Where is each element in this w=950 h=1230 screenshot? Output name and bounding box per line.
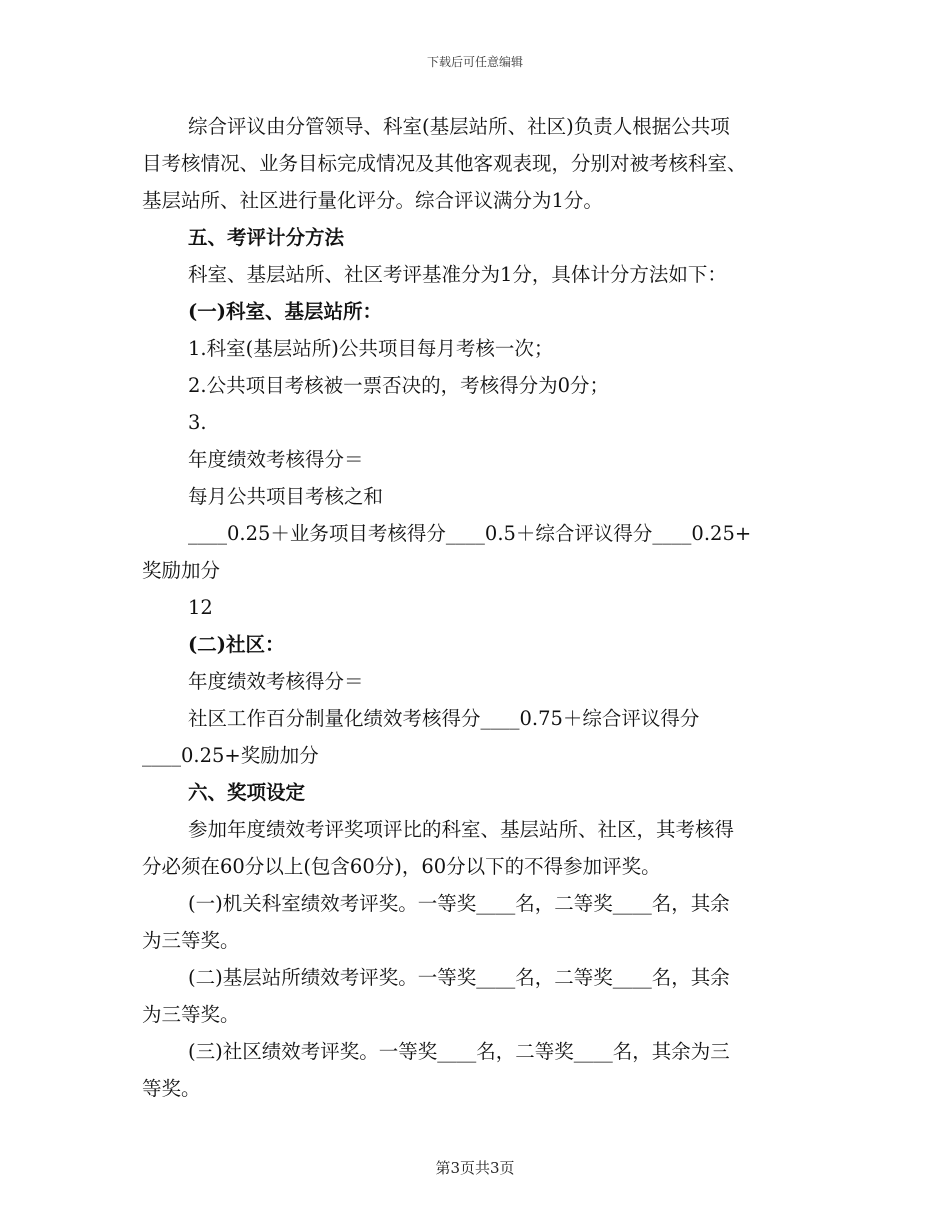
paragraph-line: 为三等奖。 [142, 929, 240, 952]
paragraph-line: 基层站所、社区进行量化评分。综合评议满分为1分。 [142, 189, 603, 212]
paragraph-line: 12 [188, 596, 213, 619]
page-header: 下载后可任意编辑 [426, 55, 523, 69]
paragraph-line: (三)社区绩效考评奖。一等奖____名，二等奖____名，其余为三 [188, 1040, 730, 1063]
paragraph-line: ____0.25＋业务项目考核得分____0.5＋综合评议得分____0.25+ [188, 522, 752, 545]
paragraph-line: 3. [188, 411, 207, 434]
paragraph-line: 2.公共项目考核被一票否决的，考核得分为0分； [188, 374, 610, 397]
section-heading: (一)科室、基层站所： [188, 300, 382, 323]
paragraph-line: 参加年度绩效考评奖项评比的科室、基层站所、社区，其考核得 [188, 818, 735, 841]
document-body [142, 108, 812, 1107]
paragraph-line: 年度绩效考核得分＝ [188, 670, 364, 693]
paragraph-line: 年度绩效考核得分＝ [188, 448, 364, 471]
paragraph-line: (二)基层站所绩效考评奖。一等奖____名，二等奖____名，其余 [188, 966, 730, 989]
section-heading: (二)社区： [188, 633, 285, 656]
paragraph-line: 1.科室(基层站所)公共项目每月考核一次； [188, 337, 554, 360]
paragraph-line: 社区工作百分制量化绩效考核得分____0.75＋综合评议得分 [188, 707, 700, 730]
paragraph-line: 为三等奖。 [142, 1003, 240, 1026]
paragraph-line: 分必须在60分以上(包含60分)，60分以下的不得参加评奖。 [142, 855, 661, 878]
page-footer: 第3页共3页 [435, 1159, 515, 1177]
paragraph-line: 科室、基层站所、社区考评基准分为1分，具体计分方法如下： [188, 263, 727, 286]
paragraph-line: (一)机关科室绩效考评奖。一等奖____名，二等奖____名，其余 [188, 892, 730, 915]
section-heading: 六、奖项设定 [188, 781, 306, 804]
paragraph-line: 目考核情况、业务目标完成情况及其他客观表现，分别对被考核科室、 [142, 152, 747, 175]
section-heading: 五、考评计分方法 [188, 226, 345, 249]
paragraph-line: 每月公共项目考核之和 [188, 485, 384, 508]
paragraph-line: ____0.25+奖励加分 [142, 744, 319, 767]
paragraph-line: 奖励加分 [142, 559, 221, 582]
paragraph-line: 综合评议由分管领导、科室(基层站所、社区)负责人根据公共项 [188, 115, 730, 138]
paragraph-line: 等奖。 [142, 1077, 201, 1100]
